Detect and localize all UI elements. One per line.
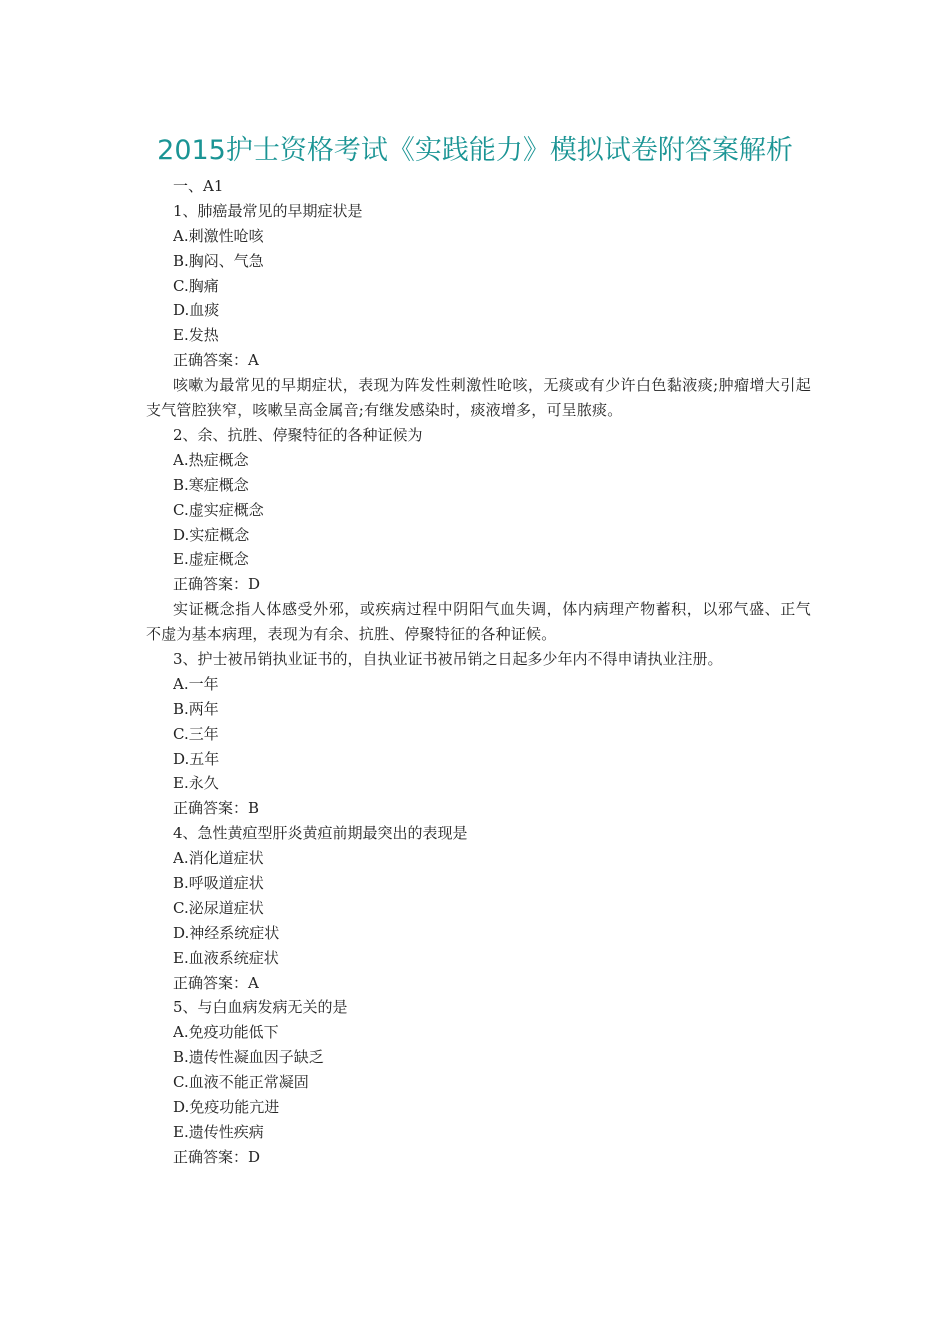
option-d: D.免疫功能亢进	[173, 1098, 280, 1117]
correct-answer: 正确答案：B	[173, 799, 260, 818]
question-stem: 5、与白血病发病无关的是	[173, 998, 348, 1017]
answer-explanation: 实证概念指人体感受外邪，或疾病过程中阴阳气血失调，体内病理产物蓄积，以邪气盛、正气不虚为基本病理，表现为有余、抗胜、停聚特征的各种证候。	[146, 600, 811, 644]
answer-explanation: 咳嗽为最常见的早期症状，表现为阵发性刺激性呛咳，无痰或有少许白色黏液痰;肿瘤增大引起支气管腔狭窄，咳嗽呈高金属音;有继发感染时，痰液增多，可呈脓痰。	[146, 376, 811, 420]
option-a: A.免疫功能低下	[173, 1023, 279, 1042]
option-e: E.遗传性疾病	[173, 1122, 264, 1141]
option-e: E.虚症概念	[173, 550, 249, 569]
option-e: E.血液系统症状	[173, 948, 279, 967]
option-b: B.寒症概念	[173, 475, 249, 494]
document-body	[146, 174, 811, 1170]
option-c: C.泌尿道症状	[173, 898, 264, 917]
option-e: E.发热	[173, 326, 219, 345]
question-stem: 3、护士被吊销执业证书的，自执业证书被吊销之日起多少年内不得申请执业注册。	[173, 649, 723, 668]
question-block	[173, 647, 811, 821]
option-c: C.三年	[173, 724, 219, 743]
option-b: B.呼吸道症状	[173, 874, 264, 892]
option-c: C.胸痛	[173, 276, 219, 295]
question-block	[173, 995, 811, 1169]
option-c: C.虚实症概念	[173, 500, 264, 519]
correct-answer: 正确答案：D	[173, 575, 261, 594]
option-d: D.神经系统症状	[173, 923, 280, 942]
option-a: A.刺激性呛咳	[173, 226, 264, 245]
question-block	[146, 423, 811, 647]
option-b: B.胸闷、气急	[173, 251, 264, 270]
section-heading: 一、A1	[173, 177, 224, 195]
correct-answer: 正确答案：A	[173, 351, 259, 370]
option-d: D.五年	[173, 749, 220, 768]
option-a: A.热症概念	[173, 450, 249, 469]
option-c: C.血液不能正常凝固	[173, 1073, 309, 1092]
question-stem: 1、肺癌最常见的早期症状是	[173, 201, 363, 220]
option-d: D.血痰	[173, 301, 220, 320]
option-d: D.实症概念	[173, 525, 250, 544]
option-a: A.一年	[173, 674, 219, 693]
correct-answer: 正确答案：D	[173, 1147, 261, 1166]
question-block	[173, 821, 811, 995]
option-e: E.永久	[173, 774, 219, 793]
question-block	[146, 199, 811, 423]
correct-answer: 正确答案：A	[173, 973, 259, 992]
question-stem: 2、余、抗胜、停聚特征的各种证候为	[173, 425, 423, 444]
question-stem: 4、急性黄疸型肝炎黄疸前期最突出的表现是	[173, 824, 468, 843]
option-a: A.消化道症状	[173, 849, 264, 868]
option-b: B.两年	[173, 699, 219, 718]
option-b: B.遗传性凝血因子缺乏	[173, 1048, 324, 1067]
document-title: 2015护士资格考试《实践能力》模拟试卷附答案解析	[157, 135, 793, 166]
